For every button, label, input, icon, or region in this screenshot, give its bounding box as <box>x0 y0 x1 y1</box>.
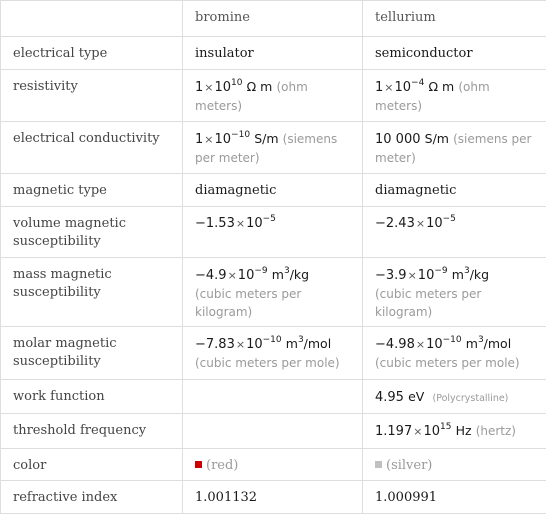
corner-cell <box>1 1 183 37</box>
tellurium-mass-magnetic-susceptibility <box>363 257 546 326</box>
tellurium-electrical-conductivity <box>363 121 546 173</box>
color-name: (silver) <box>386 457 433 473</box>
tellurium-molar-magnetic-susceptibility <box>363 327 546 380</box>
table-row-volume-magnetic-susceptibility <box>1 207 546 258</box>
times-sign: × <box>204 132 214 146</box>
value: 4.95 <box>375 389 404 405</box>
table-row-refractive-index <box>1 481 546 514</box>
table-row-work-function <box>1 379 546 414</box>
base-ten: 10 <box>426 337 443 353</box>
row-label: refractive index <box>1 481 183 514</box>
header-row <box>1 1 546 37</box>
base-ten: 10 <box>214 80 232 96</box>
unit-base: m <box>285 336 298 352</box>
unit-exponent: 3 <box>297 335 304 346</box>
mantissa: 1 <box>195 80 204 96</box>
tellurium-refractive-index: 1.000991 <box>363 481 546 514</box>
tellurium-work-function <box>363 379 546 414</box>
unit: Hz <box>455 423 472 439</box>
table-row-resistivity <box>1 70 546 122</box>
table-row-color <box>1 448 546 481</box>
times-sign: × <box>235 217 246 231</box>
row-label: electrical type <box>1 36 183 70</box>
mantissa: −1.53 <box>195 216 235 232</box>
row-label: work function <box>1 379 183 414</box>
exponent: −5 <box>262 214 276 225</box>
unit <box>272 267 309 282</box>
unit-tail: /kg <box>469 266 490 282</box>
mantissa: −2.43 <box>375 216 415 232</box>
unit-exponent: 3 <box>477 335 484 346</box>
times-sign: × <box>415 217 426 231</box>
row-label: mass magnetic susceptibility <box>1 257 183 326</box>
bromine-electrical-type: insulator <box>183 36 363 70</box>
tellurium-color <box>363 448 546 481</box>
unit-base: m <box>451 266 464 282</box>
unit-description: (siemens per meter) <box>195 131 338 165</box>
tellurium-volume-magnetic-susceptibility <box>363 207 546 258</box>
exponent: −10 <box>262 335 282 346</box>
mantissa: −7.83 <box>195 337 235 353</box>
bromine-electrical-conductivity <box>183 121 363 173</box>
base-ten: 10 <box>246 337 263 353</box>
unit: eV <box>408 388 425 404</box>
unit-exponent: 3 <box>283 265 290 276</box>
exponent: −5 <box>442 214 456 225</box>
bromine-mass-magnetic-susceptibility <box>183 257 363 326</box>
base-ten: 10 <box>426 216 443 232</box>
mantissa: −4.9 <box>195 267 227 283</box>
unit <box>286 336 331 351</box>
exponent: −10 <box>231 129 251 140</box>
mantissa: 1 <box>195 131 204 147</box>
condition-note: (Polycrystalline) <box>432 392 509 404</box>
base-ten: 10 <box>423 424 440 440</box>
times-sign: × <box>384 81 394 95</box>
exponent: −9 <box>434 265 448 276</box>
base-ten: 10 <box>237 267 255 283</box>
base-ten: 10 <box>214 131 232 147</box>
row-label: magnetic type <box>1 173 183 207</box>
times-sign: × <box>235 338 246 352</box>
unit-description: (cubic meters per mole) <box>195 356 340 371</box>
unit: S/m <box>254 130 279 146</box>
unit-description: (cubic meters per mole) <box>375 356 520 371</box>
bromine-work-function <box>183 379 363 414</box>
table-row-molar-magnetic-susceptibility <box>1 327 546 380</box>
unit-description: (ohm meters) <box>195 80 308 114</box>
color-swatch-silver <box>375 461 382 468</box>
tellurium-electrical-type: semiconductor <box>363 36 546 70</box>
tellurium-threshold-frequency <box>363 414 546 449</box>
table-row-magnetic-type <box>1 173 546 207</box>
row-label: electrical conductivity <box>1 121 183 173</box>
unit-description: (siemens per meter) <box>375 131 532 165</box>
table-row-mass-magnetic-susceptibility <box>1 257 546 326</box>
times-sign: × <box>407 268 417 282</box>
unit-tail: /mol <box>303 336 332 352</box>
unit-base: m <box>465 336 478 352</box>
bromine-refractive-index: 1.001132 <box>183 481 363 514</box>
table-row-electrical-conductivity <box>1 121 546 173</box>
tellurium-resistivity <box>363 70 546 122</box>
unit-tail: /kg <box>289 266 310 282</box>
bromine-resistivity <box>183 70 363 122</box>
exponent: 10 <box>231 78 243 89</box>
times-sign: × <box>204 81 214 95</box>
times-sign: × <box>415 338 426 352</box>
mantissa: 1 <box>375 80 384 96</box>
times-sign: × <box>227 268 237 282</box>
unit: S/m <box>424 130 449 146</box>
exponent: −9 <box>254 265 268 276</box>
column-header-bromine: bromine <box>183 1 363 37</box>
row-label: resistivity <box>1 70 183 122</box>
exponent: 15 <box>439 422 452 433</box>
row-label: molar magnetic susceptibility <box>1 327 183 380</box>
column-header-tellurium: tellurium <box>363 1 546 37</box>
mantissa: 1.197 <box>375 424 413 440</box>
unit-description: (hertz) <box>475 424 516 439</box>
table-row-threshold-frequency <box>1 414 546 449</box>
exponent: −4 <box>411 78 425 89</box>
unit-description: (cubic meters per kilogram) <box>195 286 302 319</box>
exponent: −10 <box>442 335 462 346</box>
unit <box>466 336 511 351</box>
bromine-color <box>183 448 363 481</box>
row-label: threshold frequency <box>1 414 183 449</box>
base-ten: 10 <box>417 267 435 283</box>
times-sign: × <box>413 425 423 439</box>
row-label: color <box>1 448 183 481</box>
unit-description: (ohm meters) <box>375 80 490 114</box>
base-ten: 10 <box>246 216 263 232</box>
tellurium-magnetic-type: diamagnetic <box>363 173 546 207</box>
base-ten: 10 <box>394 80 412 96</box>
value: 10 000 <box>375 131 421 147</box>
unit: Ω m <box>428 79 455 95</box>
table-row-electrical-type <box>1 36 546 70</box>
mantissa: −4.98 <box>375 337 415 353</box>
color-name: (red) <box>206 457 239 473</box>
color-swatch-red <box>195 461 202 468</box>
unit-tail: /mol <box>483 336 512 352</box>
bromine-volume-magnetic-susceptibility <box>183 207 363 258</box>
unit-exponent: 3 <box>463 265 470 276</box>
bromine-magnetic-type: diamagnetic <box>183 173 363 207</box>
unit-description: (cubic meters per kilogram) <box>375 286 482 319</box>
bromine-threshold-frequency <box>183 414 363 449</box>
unit <box>452 267 489 282</box>
bromine-molar-magnetic-susceptibility <box>183 327 363 380</box>
unit: Ω m <box>246 79 273 95</box>
row-label: volume magnetic susceptibility <box>1 207 183 258</box>
mantissa: −3.9 <box>375 267 407 283</box>
unit-base: m <box>271 266 284 282</box>
